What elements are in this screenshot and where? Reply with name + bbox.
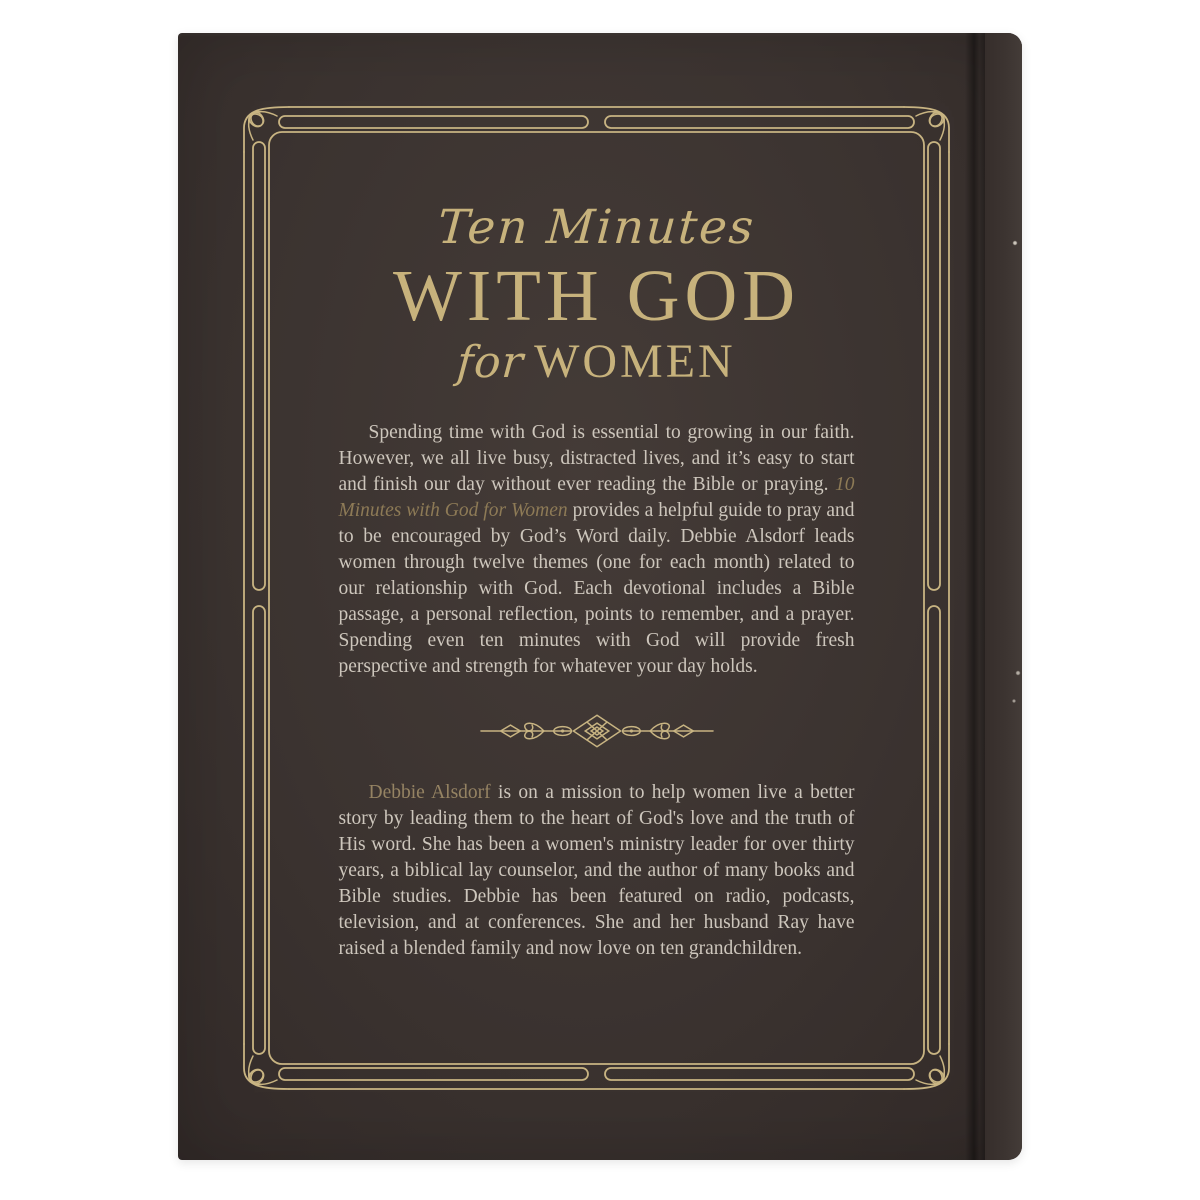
ornamental-scroll-divider-icon (479, 712, 715, 750)
book-title-sub (243, 335, 950, 390)
author-bio-paragraph: Debbie Alsdorf is on a mission to help women live a better story by leading them to the heart of God's love and the truth of His word. She has been a women's ministry leader for over thirty years, a biblical lay counselor, and the author of many books and Bible studies. Debbie has been featured on radio, podcasts, television, and at conferences. She and her husband Ray have raised a blended family and now love on ten grandchildren. (338, 782, 855, 959)
cover-content (243, 106, 950, 1090)
book-title-sub-prefix: for (455, 337, 526, 388)
book-title-main: WITH GOD (393, 255, 800, 336)
book-title-sub-main: WOMEN (534, 335, 736, 388)
cover-hinge-groove (965, 33, 985, 1160)
book-title-script: Ten Minutes (435, 200, 758, 255)
book-back-cover (178, 33, 1022, 1160)
about-paragraph: Spending time with God is essential to growing in our faith. However, we all live busy, distracted lives, and it’s easy to start and finish our day without ever reading the Bible or praying. 10 Minutes with God for Women provides a helpful guide to pray and to be encouraged by God’s Word daily. Debbie Alsdorf leads women through twelve themes (one for each month) related to our relationship with God. Each devotional includes a Bible passage, a personal reflection, points to remember, and a prayer. Spending even ten minutes with God will provide fresh perspective and strength for whatever your day holds. (338, 422, 855, 677)
book-spine-edge (985, 33, 1022, 1160)
